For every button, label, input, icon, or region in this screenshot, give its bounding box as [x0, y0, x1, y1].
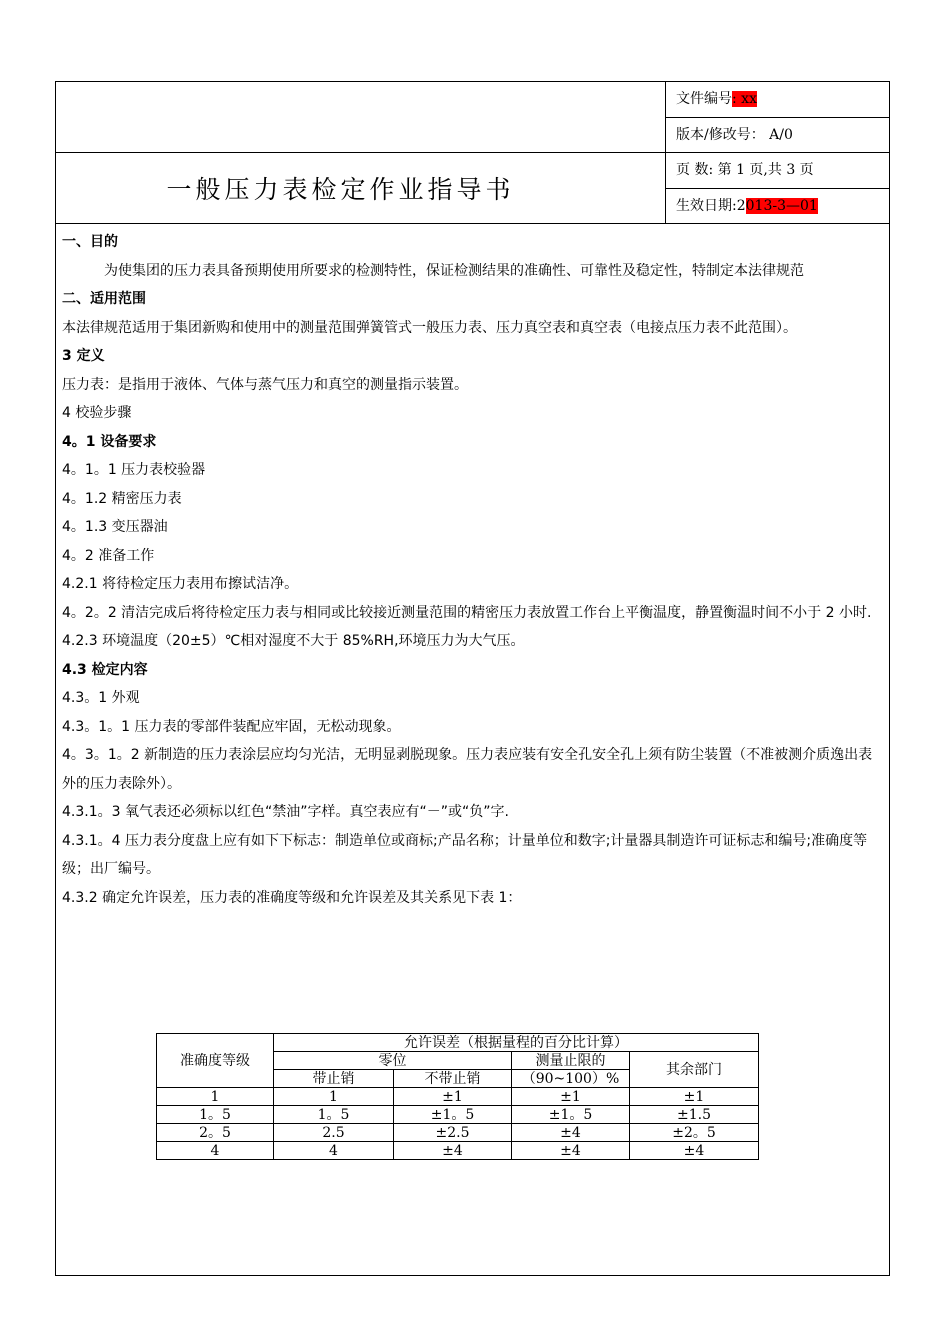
table-cell: ±2.5 — [394, 1124, 512, 1142]
table-cell: 1 — [274, 1088, 394, 1106]
table-cell: ±4 — [630, 1142, 759, 1160]
table-cell: ±4 — [512, 1124, 630, 1142]
document-frame — [55, 81, 890, 1276]
section-4-3-1-1: 4.3。1。1 压力表的零部件装配应牢固，无松动现象。 — [62, 718, 401, 735]
document-body — [62, 228, 884, 912]
table-cell: ±1。5 — [512, 1106, 630, 1124]
section-1-body: 为使集团的压力表具备预期使用所要求的检测特性，保证检测结果的准确性、可靠性及稳定性，特制定本法律规范 — [104, 262, 804, 279]
effective-date-value: 013-3—01 — [745, 197, 818, 214]
section-4-3-1-4: 4.3.1。4 压力表分度盘上应有如下下标志：制造单位或商标;产品名称；计量单位和数字;计量器具制造许可证标志和编号;准确度等级；出厂编号。 — [62, 832, 868, 877]
table-row — [157, 1124, 759, 1142]
table-cell: ±2。5 — [630, 1124, 759, 1142]
section-1-title: 一、目的 — [62, 234, 118, 250]
section-4-3-1: 4.3。1 外观 — [62, 690, 140, 706]
table-cell: 1。5 — [274, 1106, 394, 1124]
header-logo-area — [56, 82, 666, 153]
doc-number-value: : xx — [732, 91, 757, 107]
version-value: A/0 — [769, 126, 793, 143]
table-row — [157, 1142, 759, 1160]
section-4-3-2: 4.3.2 确定允许误差，压力表的准确度等级和允许误差及其关系见下表 1： — [62, 889, 522, 906]
table-cell: ±1 — [394, 1088, 512, 1106]
table-cell: ±1 — [512, 1088, 630, 1106]
table-cell: ±4 — [394, 1142, 512, 1160]
header-title-cell — [56, 153, 666, 224]
table-cell: ±1。5 — [394, 1106, 512, 1124]
effective-date-cell — [666, 189, 889, 225]
section-4-2-1: 4.2.1 将待检定压力表用布擦试洁净。 — [62, 576, 299, 592]
section-2-body: 本法律规范适用于集团新购和使用中的测量范围弹簧管式一般压力表、压力真空表和真空表（电接点压力表不此范围）。 — [62, 319, 797, 336]
pages-text: 页 数: 第 1 页,共 3 页 — [676, 162, 814, 178]
header-upper-limit: 测量止限的 — [512, 1052, 630, 1070]
section-4-title: 4 校验步骤 — [62, 405, 132, 421]
header-grade: 准确度等级 — [157, 1034, 274, 1088]
version-label: 版本/修改号： — [676, 126, 765, 143]
header-without-stop-pin: 不带止销 — [394, 1070, 512, 1088]
table-row — [157, 1106, 759, 1124]
table-cell: 1。5 — [157, 1106, 274, 1124]
header-upper-limit-range: （90~100）% — [512, 1070, 630, 1088]
section-4-2-3: 4.2.3 环境温度（20±5）℃相对湿度不大于 85%RH,环境压力为大气压。 — [62, 633, 525, 649]
section-4-1-3: 4。1.3 变压器油 — [62, 519, 168, 535]
pages-cell — [666, 153, 889, 189]
header-rest: 其余部门 — [630, 1052, 759, 1088]
table-cell: 4 — [157, 1142, 274, 1160]
section-4-2-2: 4。2。2 清洁完成后将待检定压力表与相同或比较接近测量范围的精密压力表放置工作台上平衡温度，静置衡温时间不小于 2 小时. — [62, 604, 872, 621]
header-with-stop-pin: 带止销 — [274, 1070, 394, 1088]
table-cell: 2.5 — [274, 1124, 394, 1142]
section-4-1-title: 4。1 设备要求 — [62, 433, 157, 450]
table-cell: ±4 — [512, 1142, 630, 1160]
table-row — [157, 1088, 759, 1106]
tolerance-table-wrapper — [156, 1033, 759, 1160]
tolerance-table — [156, 1033, 759, 1160]
section-3-title: 3 定义 — [62, 348, 105, 364]
table-cell: 4 — [274, 1142, 394, 1160]
section-2-title: 二、适用范围 — [62, 291, 146, 307]
table-cell: 2。5 — [157, 1124, 274, 1142]
section-4-1-1: 4。1。1 压力表校验器 — [62, 462, 206, 478]
document-title: 一般压力表检定作业指导书 — [166, 175, 515, 204]
doc-number-cell — [666, 82, 889, 118]
header-allowable-error: 允许误差（根据量程的百分比计算） — [274, 1034, 759, 1052]
table-cell: 1 — [157, 1088, 274, 1106]
header-info-column — [666, 82, 889, 224]
table-cell: ±1 — [630, 1088, 759, 1106]
section-4-2: 4。2 准备工作 — [62, 547, 155, 564]
version-cell — [666, 118, 889, 154]
header-zero: 零位 — [274, 1052, 512, 1070]
section-4-3-1-3: 4.3.1。3 氧气表还必须标以红色“禁油”字样。真空表应有“－”或“负”字. — [62, 804, 509, 820]
section-3-body: 压力表：是指用于液体、气体与蒸气压力和真空的测量指示装置。 — [62, 376, 468, 393]
doc-number-label: 文件编号 — [676, 91, 732, 107]
effective-date-label: 生效日期:2 — [676, 197, 746, 214]
section-4-3-1-2: 4。3。1。2 新制造的压力表涂层应均匀光洁，无明显剥脱现象。压力表应装有安全孔安全孔上须有防尘装置（不准被测介质逸出表外的压力表除外）。 — [62, 747, 873, 792]
section-4-3-title: 4.3 检定内容 — [62, 661, 148, 678]
section-4-1-2: 4。1.2 精密压力表 — [62, 490, 182, 507]
table-cell: ±1.5 — [630, 1106, 759, 1124]
